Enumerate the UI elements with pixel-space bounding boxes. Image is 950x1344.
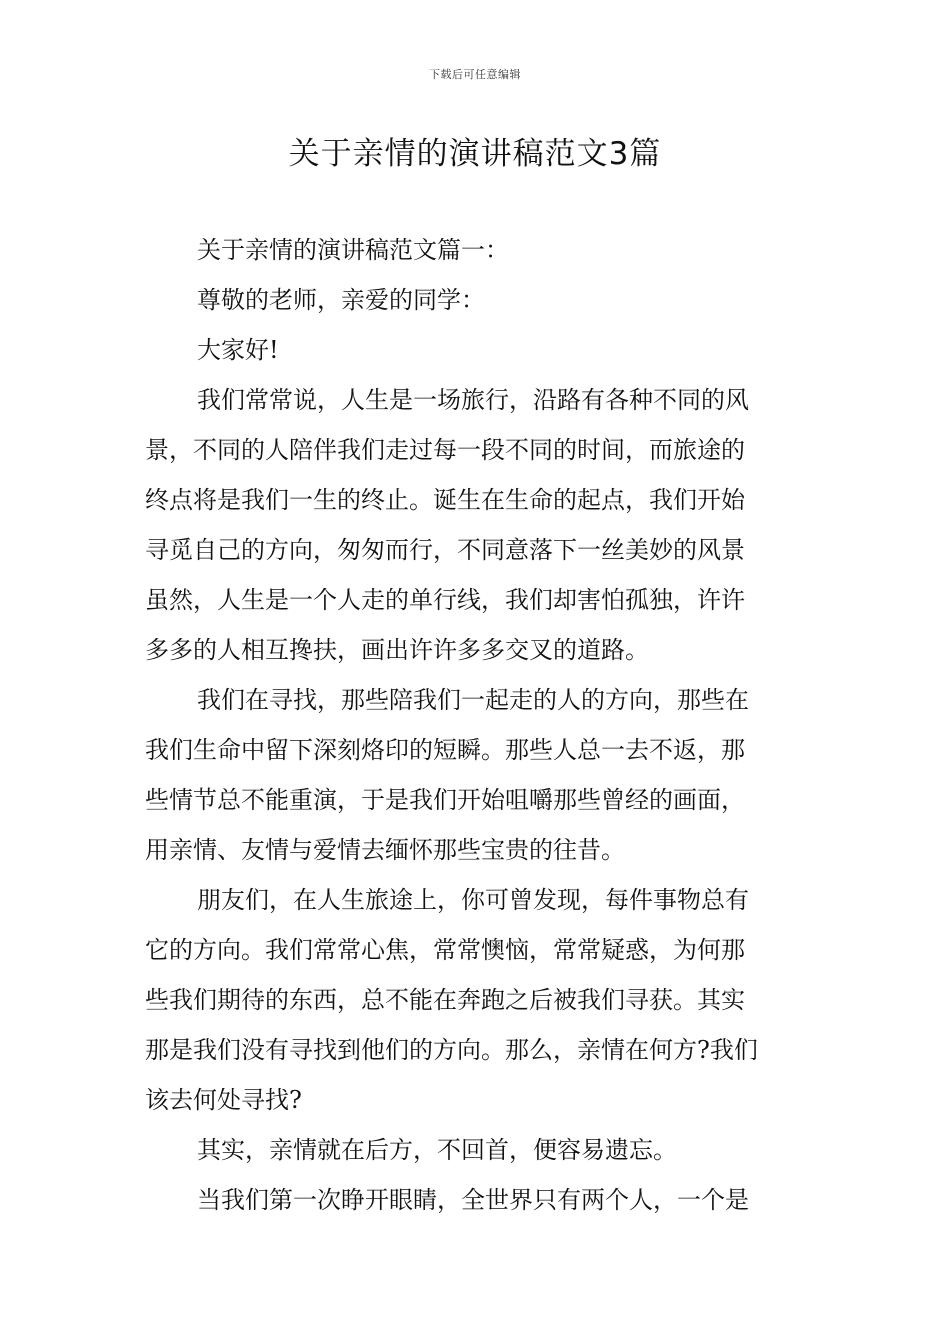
text-line: 我们在寻找，那些陪我们一起走的人的方向，那些在 bbox=[197, 686, 749, 714]
text-line: 用亲情、友情与爱情去缅怀那些宝贵的往昔。 bbox=[145, 836, 625, 864]
text-line: 当我们第一次睁开眼睛，全世界只有两个人，一个是 bbox=[197, 1186, 749, 1214]
document-body bbox=[145, 225, 807, 1225]
header-note: 下载后可任意编辑 bbox=[429, 68, 521, 81]
text-line: 我们生命中留下深刻烙印的短瞬。那些人总一去不返，那 bbox=[145, 736, 745, 764]
text-line: 虽然，人生是一个人走的单行线，我们却害怕孤独，许许 bbox=[145, 586, 745, 614]
text-line: 些我们期待的东西，总不能在奔跑之后被我们寻获。其实 bbox=[145, 986, 745, 1014]
text-line: 它的方向。我们常常心焦，常常懊恼，常常疑惑，为何那 bbox=[145, 936, 745, 964]
text-line: 景，不同的人陪伴我们走过每一段不同的时间，而旅途的 bbox=[145, 436, 745, 464]
document-title: 关于亲情的演讲稿范文3篇 bbox=[288, 136, 662, 172]
text-line: 寻觅自己的方向，匆匆而行，不同意落下一丝美妙的风景 bbox=[145, 536, 745, 564]
text-line: 终点将是我们一生的终止。诞生在生命的起点，我们开始 bbox=[145, 486, 745, 514]
text-line: 该去何处寻找? bbox=[145, 1086, 302, 1114]
text-line: 朋友们，在人生旅途上，你可曾发现，每件事物总有 bbox=[197, 886, 749, 914]
text-line: 些情节总不能重演，于是我们开始咀嚼那些曾经的画面， bbox=[145, 786, 745, 814]
text-line: 大家好! bbox=[197, 336, 279, 364]
text-line: 多多的人相互搀扶，画出许许多多交叉的道路。 bbox=[145, 636, 649, 664]
text-line: 尊敬的老师，亲爱的同学： bbox=[197, 286, 485, 314]
text-line: 我们常常说，人生是一场旅行，沿路有各种不同的风 bbox=[197, 386, 749, 414]
text-line: 其实，亲情就在后方，不回首，便容易遗忘。 bbox=[197, 1136, 677, 1164]
text-line: 关于亲情的演讲稿范文篇一： bbox=[197, 236, 509, 264]
text-line: 那是我们没有寻找到他们的方向。那么，亲情在何方?我们 bbox=[145, 1036, 758, 1064]
